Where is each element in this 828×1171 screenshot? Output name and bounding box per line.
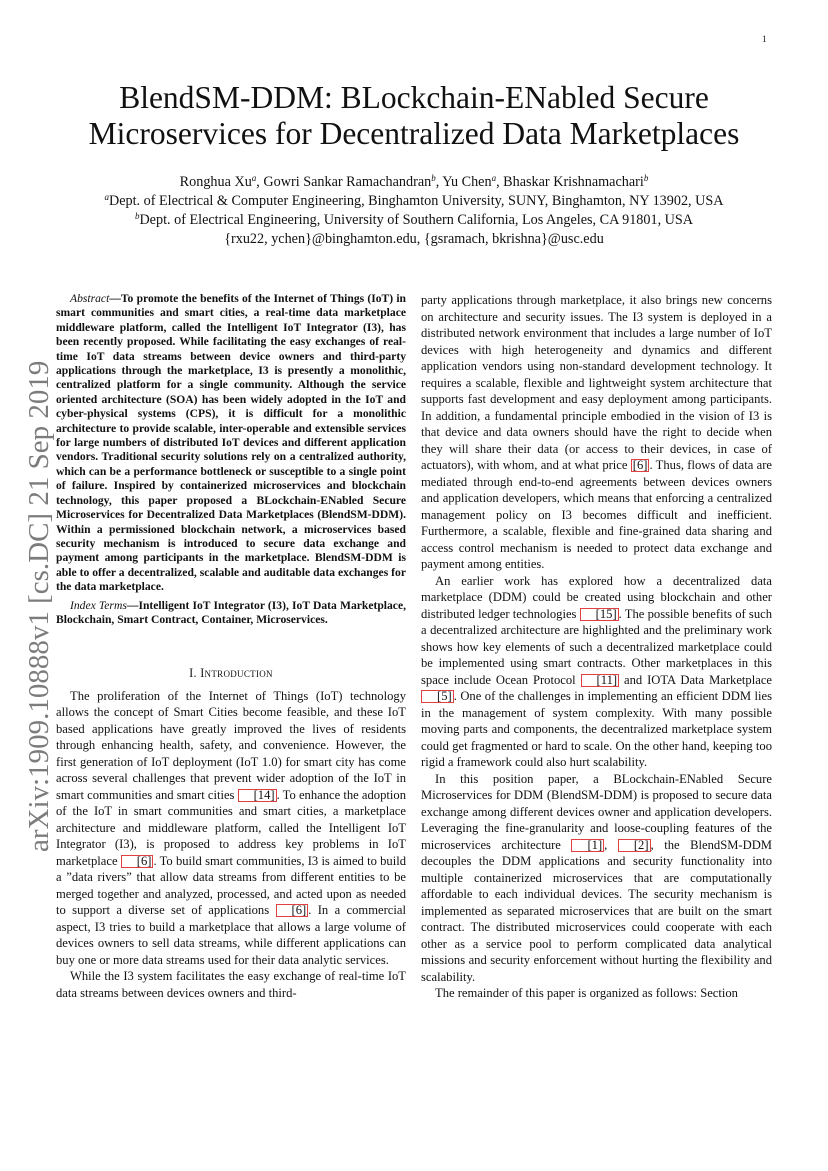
affiliation-text: Dept. of Electrical Engineering, University of Southern California, Los Angeles, CA 91801, USA	[139, 212, 694, 228]
paper-title	[54, 80, 774, 152]
author-name: Bhaskar Krishnamachari	[503, 174, 644, 190]
section-heading-introduction: I. Introduction	[189, 666, 273, 681]
intro-paragraph-3: An earlier work has explored how a decentralized data marketplace (DDM) could be created using blockchain and other distributed ledger technologies [15] . The possible benefits of such a decentralized architecture are highlighted and the preliminary work shows how key elements of such a decentralized marketplace could be implemented using smart contracts. Other marketplaces in this space include Ocean Protocol [11] and IOTA Data Marketplace [5] . One of the challenges in implementing an efficient DDM lies in the management of system complexity. With many possible moving parts and components, the decentralized marketplace system could get fragmented or hard to scale. On the other hand, keeping too rigid a framework could also hurt scalability.	[421, 573, 773, 769]
abstract	[56, 292, 406, 595]
citation-link[interactable]: [2]	[618, 839, 651, 852]
citation-link[interactable]: [15]	[580, 608, 619, 621]
citation-link[interactable]: [6]	[121, 855, 154, 868]
affil-mark: a	[104, 192, 109, 202]
affil-mark: b	[431, 173, 436, 183]
affiliation-text: Dept. of Electrical & Computer Engineering, Binghamton University, SUNY, Binghamton, NY 13902, USA	[108, 193, 724, 209]
affil-mark: a	[491, 173, 497, 183]
citation-link[interactable]: [5]	[421, 690, 454, 703]
abstract-text: —To promote the benefits of the Internet of Things (IoT) in smart communities and smart cities, a real-time data marketplace middleware platform, called the Intelligent IoT Integrator (I3), has been recently proposed. While facilitating the easy exchanges of real-time IoT data streams between device owners and third-party applications through the marketplace, I3 is presently a monolithic, centralized platform for a single community. Although the service oriented architecture (SOA) has been widely adopted in the IoT and cyber-physical systems (CPS), it is difficult for a monolithic architecture to provide scalable, inter-operable and extensible services for large numbers of distributed IoT devices and different application vendors. Traditional security solutions rely on a centralized authority, which can be a performance bottleneck or susceptible to a single point of failure. Inspired by containerized microservices and blockchain technology, this paper proposed a BLockchain-ENabled Secure Microservices for Decentralized Data Marketplaces (BlendSM-DDM). Within a permissioned blockchain network, a microservices based security mechanism is introduced to secure data exchange and payment among participants in the marketplace. BlendSM-DDM is able to offer a decentralized, scalable and auditable data exchanges for the data marketplace.	[56, 292, 406, 594]
abstract-label: Abstract	[70, 292, 110, 305]
citation-link[interactable]: [14]	[238, 789, 277, 802]
index-terms-text: —Intelligent IoT Integrator (I3), IoT Data Marketplace, Blockchain, Smart Contract, Container, Microservices.	[56, 598, 406, 626]
citation-link[interactable]: [1]	[571, 839, 604, 852]
affil-mark: b	[134, 211, 140, 221]
author-name: Yu Chen	[442, 174, 492, 190]
author-name: Gowri Sankar Ramachandran	[263, 174, 432, 190]
citation-link[interactable]: [11]	[581, 674, 620, 687]
arxiv-stamp: arXiv:1909.10888v1 [cs.DC] 21 Sep 2019	[23, 360, 55, 852]
intro-paragraph-2: While the I3 system facilitates the easy exchange of real-time IoT data streams between devices owners and third-	[56, 969, 406, 1000]
title-line-2: Microservices for Decentralized Data Marketplaces	[88, 116, 740, 151]
intro-paragraph-5: The remainder of this paper is organized as follows: Section	[435, 986, 738, 1000]
affil-mark: b	[643, 173, 649, 183]
author-name: Ronghua Xu	[179, 174, 252, 190]
affiliation-a	[54, 192, 774, 211]
author-list: Ronghua Xu$^a$, Gowri Sankar Ramachandran$^b$, Yu Chen$^a$, Bhaskar Krishnamachari$^b$	[179, 173, 649, 190]
affiliation-b	[54, 211, 774, 230]
title-line-1: BlendSM-DDM: BLockchain-ENabled Secure	[119, 80, 709, 115]
left-column	[56, 292, 406, 1001]
citation-link[interactable]: [6]	[276, 904, 309, 917]
intro-paragraph-2-cont: party applications through marketplace, it also brings new concerns on architecture and security issues. The I3 system is deployed in a distributed network environment that includes a large number of IoT devices with high heterogeneity and dynamics and different application vendors using non-standard development technology. It requires a scalable, flexible and lightweight system architecture that supports fast development and easy deployment among participants. In addition, a fundamental principle embodied in the vision of I3 is that device and data owners should have the right to decide when they will share their data (or access to their devices, in case of actuators), with whom, and at what price [6] . Thus, flows of data are mediated through end-to-end agreements between devices owners and application developers, which means that enforcing a centralized management policy on I3 becomes difficult and inefficient. Furthermore, a scalable, flexible and fine-grained data sharing and access control mechanism is needed to protect data exchange and payment among entities.	[421, 293, 773, 571]
index-terms-label: Index Terms	[70, 598, 127, 612]
right-column	[421, 292, 772, 1002]
page-number: 1	[762, 34, 767, 44]
intro-paragraph-1: The proliferation of the Internet of Things (IoT) technology allows the concept of Smart Cities become feasible, and these IoT based applications have greatly improved the lives of residents through enhancing health, safety, and convenience. However, the first generation of IoT deployment (IoT 1.0) for smart city has come across several challenges that prevent wider adoption of the IoT in smart communities and smart cities [14] . To enhance the adoption of the IoT in smart communities and smart cities, a marketplace architecture and middleware platform, called the Intelligent IoT Integrator (I3), is proposed to address key problems in IoT marketplace [6] . To build smart communities, I3 is aimed to build a ”data rivers” that allow data streams from different entities to be merged together and analyzed, processed, and acted upon as needed to support a diverse set of applications [6] . In a commercial aspect, I3 tries to build a marketplace that allows a large volume of devices owners to sell data streams, while different applications can buy one or more data streams used for their data analytic services.	[56, 688, 406, 967]
citation-link[interactable]: [6]	[632, 458, 648, 472]
intro-paragraph-4: In this position paper, a BLockchain-ENabled Secure Microservices for DDM (BlendSM-DDM) is proposed to secure data exchange among different devices owner and application developers. Leveraging the fine-granularity and loose-coupling features of the microservices architecture [1] , [2] , the BlendSM-DDM decouples the DDM applications and security functionality into multiple containerized microservices that are computationally affordable to each individual devices. The security mechanism is implemented as separated microservices that are built on the smart contract. The distributed microservices could cooperate with each other as a service pool to perform complicated data analytical missions and security enforcement without hurting the flexibility and scalability.	[421, 771, 772, 984]
index-terms	[56, 599, 406, 628]
affil-mark: a	[251, 173, 257, 183]
author-emails: {rxu22, ychen}@binghamton.edu, {gsramach, bkrishna}@usc.edu	[224, 231, 604, 247]
author-block	[54, 173, 774, 249]
